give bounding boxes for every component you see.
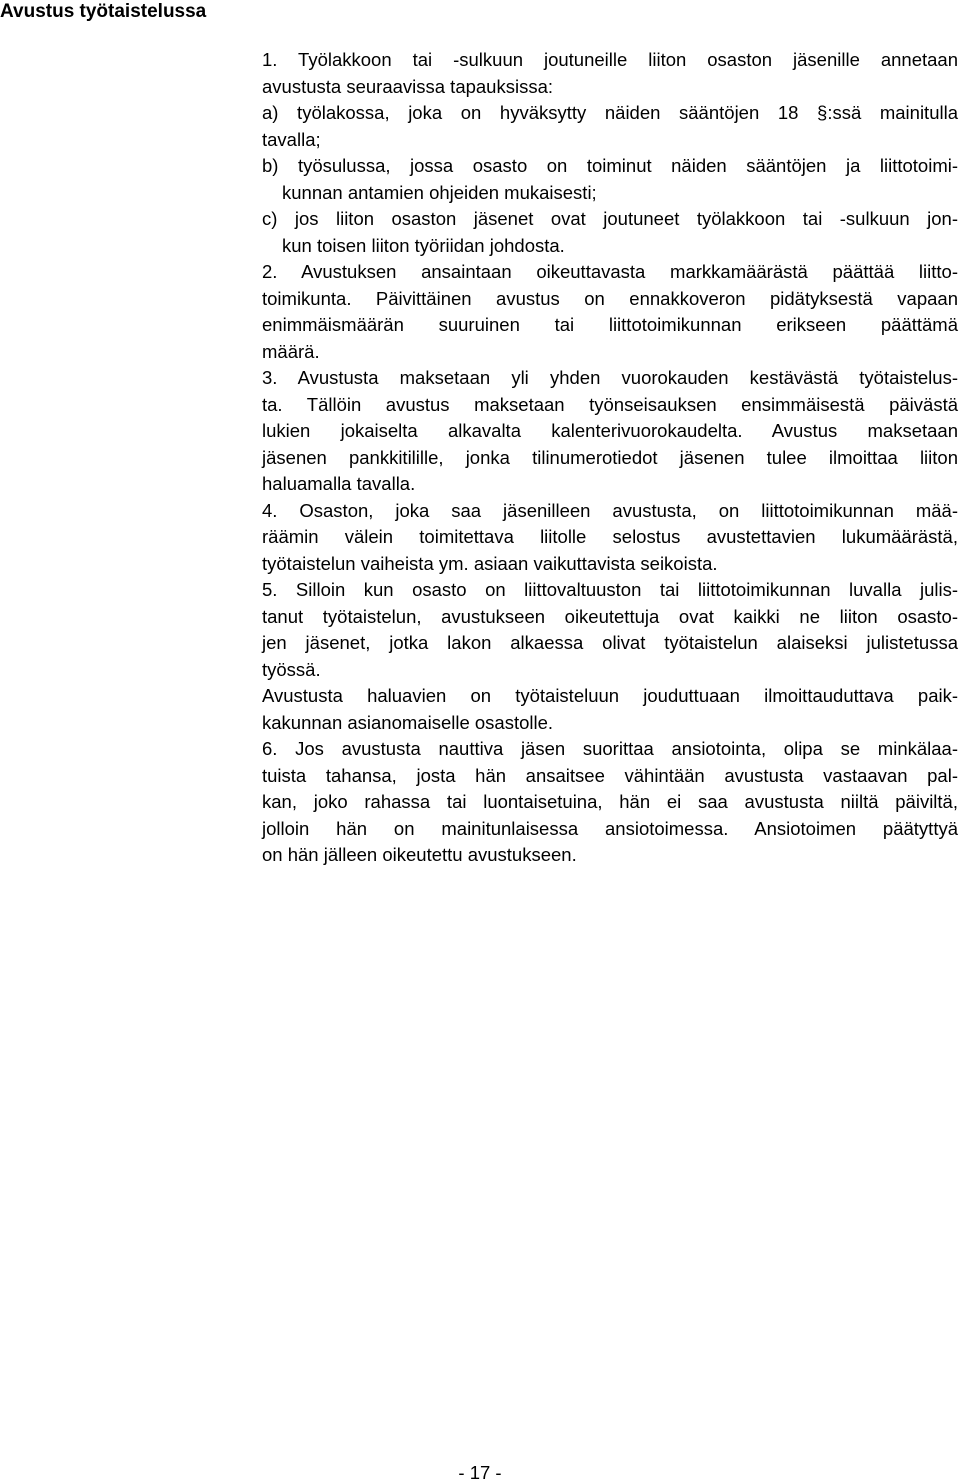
text-line: tanut työtaistelun, avustukseen oikeutettuja ovat kaikki ne liiton osasto-: [262, 605, 958, 627]
text-line: 5. Silloin kun osasto on liittovaltuuston tai liittotoimikunnan luvalla julis-: [262, 579, 958, 600]
page-heading: Avustus työtaistelussa: [0, 1, 207, 22]
text-line: kun toisen liiton työriidan johdosta.: [282, 234, 565, 256]
text-line: b) työsulussa, jossa osasto on toiminut näiden sääntöjen ja liittotoimi-: [262, 155, 958, 176]
text-line: tavalla;: [262, 128, 321, 150]
text-line: c) jos liiton osaston jäsenet ovat joutuneet työlakkoon tai -sulkuun jon-: [262, 208, 958, 229]
text-line: 2. Avustuksen ansaintaan oikeuttavasta markkamäärästä päättää liitto-: [262, 261, 958, 282]
text-line: jolloin hän on mainitunlaisessa ansiotoimessa. Ansiotoimen päätyttyä: [262, 817, 958, 839]
text-line: haluamalla tavalla.: [262, 473, 416, 494]
text-line: työssä.: [262, 658, 321, 680]
text-line: 1. Työlakkoon tai -sulkuun joutuneille liiton osaston jäsenille annetaan: [262, 49, 958, 70]
text-line: 4. Osaston, joka saa jäsenilleen avustusta, on liittotoimikunnan mää-: [262, 499, 958, 521]
text-line: jäsenen pankkitilille, jonka tilinumerotiedot jäsenen tulee ilmoittaa liiton: [262, 446, 958, 468]
text-line: tuista tahansa, josta hän ansaitsee vähintään avustusta vastaavan pal-: [262, 764, 958, 786]
text-line: on hän jälleen oikeutettu avustukseen.: [262, 844, 577, 865]
document-body: [262, 47, 958, 869]
text-line: räämin välein toimitettava liitolle selostus avustettavien lukumäärästä,: [262, 526, 958, 547]
text-line: työtaistelun vaiheista ym. asiaan vaikuttavista seikoista.: [262, 552, 718, 574]
text-line: 3. Avustusta maksetaan yli yhden vuorokauden kestävästä työtaistelus-: [262, 367, 958, 388]
text-line: määrä.: [262, 340, 320, 362]
text-line: avustusta seuraavissa tapauksissa:: [262, 75, 554, 97]
text-line: ta. Tällöin avustus maksetaan työnseisauksen ensimmäisestä päivästä: [262, 393, 958, 415]
text-line: kunnan antamien ohjeiden mukaisesti;: [282, 181, 597, 203]
text-line: toimikunta. Päivittäinen avustus on ennakkoveron pidätyksestä vapaan: [262, 287, 958, 309]
text-line: Avustusta haluavien on työtaisteluun jouduttuaan ilmoittauduttava paik-: [262, 685, 958, 706]
text-line: kakunnan asianomaiselle osastolle.: [262, 711, 554, 733]
text-line: a) työlakossa, joka on hyväksytty näiden sääntöjen 18 §:ssä mainitulla: [262, 102, 958, 123]
text-line: lukien jokaiselta alkavalta kalenterivuorokaudelta. Avustus maksetaan: [262, 420, 958, 441]
text-line: enimmäismäärän suuruinen tai liittotoimikunnan erikseen päättämä: [262, 314, 958, 335]
text-line: kan, joko rahassa tai luontaisetuina, hän ei saa avustusta niiltä päiviltä,: [262, 791, 958, 812]
text-line: 6. Jos avustusta nauttiva jäsen suorittaa ansiotointa, olipa se minkälaa-: [262, 738, 958, 759]
page-number: - 17 -: [458, 1462, 502, 1483]
text-line: jen jäsenet, jotka lakon alkaessa olivat työtaistelun alaiseksi julistetussa: [262, 632, 958, 653]
